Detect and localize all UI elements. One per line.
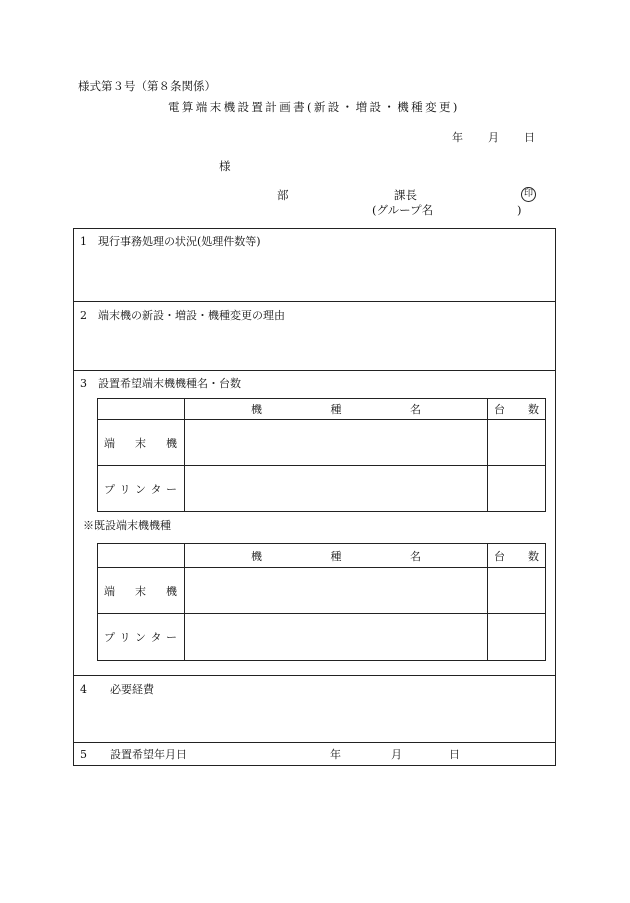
department-suffix: 部 — [277, 188, 289, 202]
printer-row-label: プ リ ン タ ー — [98, 614, 185, 661]
desired-terminal-table — [97, 398, 546, 512]
document-title: 電算端末機設置計画書(新設・増設・機種変更) — [168, 100, 460, 114]
section-5-label: 設置希望年月日 — [110, 748, 187, 761]
table-row — [98, 420, 546, 466]
section-4-label: 必要経費 — [110, 683, 154, 696]
table-row — [98, 466, 546, 512]
date-year-label: 年 — [452, 131, 463, 144]
table-header-row — [98, 544, 546, 568]
section-chief-label: 課長 — [394, 188, 417, 202]
model-name-header: 機 種 名 — [185, 399, 488, 420]
seal-icon: 印 — [521, 187, 536, 202]
desired-date-day-label: 日 — [449, 748, 460, 761]
table-header-row — [98, 399, 546, 420]
table-corner-cell — [98, 399, 185, 420]
existing-terminal-note: ※既設端末機機種 — [83, 519, 171, 532]
terminal-count-cell[interactable] — [488, 568, 546, 614]
printer-row-label: プ リ ン タ ー — [98, 466, 185, 512]
section-3-label: 設置希望端末機機種名・台数 — [98, 377, 241, 390]
terminal-model-cell[interactable] — [185, 420, 488, 466]
unit-count-header: 台 数 — [488, 544, 546, 568]
divider — [74, 370, 555, 371]
section-5-number: 5 — [80, 748, 87, 761]
section-4 — [80, 684, 154, 695]
table-row — [98, 614, 546, 661]
terminal-row-label: 端 末 機 — [98, 420, 185, 466]
date-month-label: 月 — [488, 131, 499, 144]
printer-count-cell[interactable] — [488, 466, 546, 512]
terminal-model-cell[interactable] — [185, 568, 488, 614]
section-3 — [80, 378, 241, 389]
addressee-suffix: 様 — [219, 159, 231, 173]
form-box — [73, 228, 556, 766]
group-name-close: ) — [517, 203, 522, 217]
table-row — [98, 568, 546, 614]
form-number: 様式第３号（第８条関係） — [78, 79, 216, 93]
existing-terminal-table — [97, 543, 546, 661]
section-2-number: 2 — [80, 309, 87, 322]
desired-date-month-label: 月 — [391, 748, 402, 761]
section-1-number: 1 — [80, 235, 87, 248]
section-1 — [80, 236, 261, 247]
terminal-row-label: 端 末 機 — [98, 568, 185, 614]
unit-count-header: 台 数 — [488, 399, 546, 420]
section-2 — [80, 310, 285, 321]
desired-date-year-label: 年 — [330, 748, 341, 761]
model-name-header: 機 種 名 — [185, 544, 488, 568]
section-2-label: 端末機の新設・増設・機種変更の理由 — [98, 309, 285, 322]
group-name-label: (グループ名 — [372, 203, 434, 217]
table-corner-cell — [98, 544, 185, 568]
section-1-label: 現行事務処理の状況(処理件数等) — [98, 235, 261, 248]
divider — [74, 301, 555, 302]
printer-model-cell[interactable] — [185, 466, 488, 512]
section-3-number: 3 — [80, 377, 87, 390]
section-5 — [80, 749, 187, 760]
divider — [74, 675, 555, 676]
section-4-number: 4 — [80, 683, 87, 696]
terminal-count-cell[interactable] — [488, 420, 546, 466]
printer-model-cell[interactable] — [185, 614, 488, 661]
divider — [74, 742, 555, 743]
printer-count-cell[interactable] — [488, 614, 546, 661]
date-day-label: 日 — [524, 131, 535, 144]
